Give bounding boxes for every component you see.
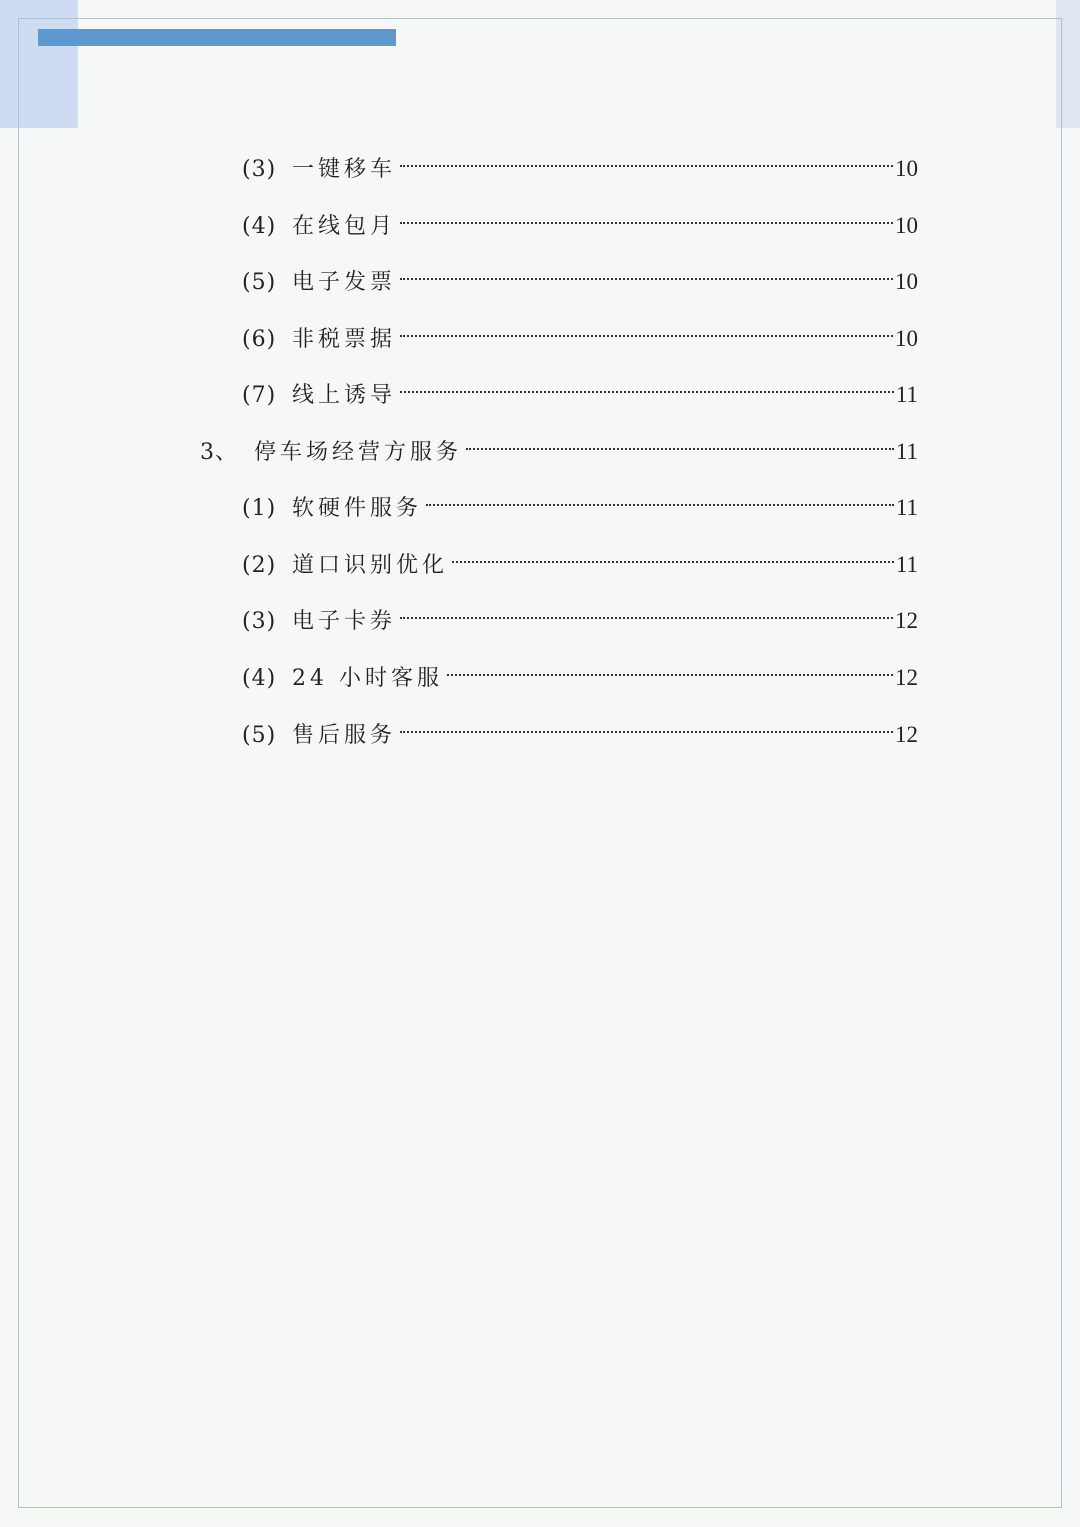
dot-leader — [466, 427, 894, 459]
toc-entry[interactable] — [242, 483, 918, 521]
toc-entry-number: (7) — [242, 383, 277, 408]
toc-entry[interactable] — [242, 653, 918, 691]
dot-leader — [452, 540, 894, 572]
dot-leader — [426, 483, 894, 515]
dot-leader — [447, 653, 893, 685]
toc-entry[interactable] — [242, 314, 918, 352]
dot-leader — [400, 144, 893, 176]
dot-leader — [400, 710, 893, 742]
toc-entry[interactable] — [242, 540, 918, 578]
toc-entry-title: 一键移车 — [292, 157, 397, 182]
toc-entry-page: 12 — [895, 722, 918, 747]
toc-entry-page: 11 — [895, 382, 918, 407]
toc-entry-title: 电子发票 — [292, 270, 397, 295]
toc-entry-title: 软硬件服务 — [292, 496, 423, 521]
toc-entry-number: (5) — [242, 723, 277, 748]
dot-leader — [400, 370, 894, 402]
toc-entry[interactable] — [242, 257, 918, 295]
toc-entry-number: (1) — [242, 496, 277, 521]
toc-entry-page: 10 — [895, 156, 918, 181]
dot-leader — [400, 596, 893, 628]
toc-entry[interactable] — [242, 596, 918, 634]
toc-entry-title: 售后服务 — [292, 723, 397, 748]
toc-entry-number: (3) — [242, 609, 277, 634]
toc-entry-page: 10 — [895, 269, 918, 294]
toc-entry-title: 线上诱导 — [292, 383, 397, 408]
toc-entry-number: (4) — [242, 666, 277, 691]
toc-entry[interactable] — [242, 201, 918, 239]
toc-entry-page: 12 — [895, 665, 918, 690]
dot-leader — [400, 257, 893, 289]
toc-entry-page: 10 — [895, 326, 918, 351]
toc-entry[interactable] — [242, 144, 918, 182]
toc-entry-title: 道口识别优化 — [292, 553, 449, 578]
toc-entry-title: 在线包月 — [292, 214, 397, 239]
toc-entry-number: (4) — [242, 214, 277, 239]
toc-entry-number: (3) — [242, 157, 277, 182]
toc-entry-page: 12 — [895, 608, 918, 633]
toc-entry-number: 3、 — [200, 440, 238, 465]
toc-entry-title: 停车场经营方服务 — [254, 440, 463, 465]
dot-leader — [400, 314, 893, 346]
toc-entry-page: 11 — [895, 552, 918, 577]
toc-entry-number: (5) — [242, 270, 277, 295]
dot-leader — [400, 201, 893, 233]
toc-entry-number: (2) — [242, 553, 277, 578]
toc-entry-title: 非税票据 — [292, 327, 397, 352]
toc-entry[interactable] — [242, 370, 918, 408]
toc-entry-page: 10 — [895, 213, 918, 238]
toc-entry-number: (6) — [242, 327, 277, 352]
toc-entry[interactable] — [242, 710, 918, 748]
toc-entry-title: 电子卡券 — [292, 609, 397, 634]
toc-section-entry[interactable] — [200, 427, 918, 465]
toc-entry-title: 24 小时客服 — [292, 666, 443, 691]
toc-entry-page: 11 — [895, 439, 918, 464]
toc-entry-page: 11 — [895, 495, 918, 520]
